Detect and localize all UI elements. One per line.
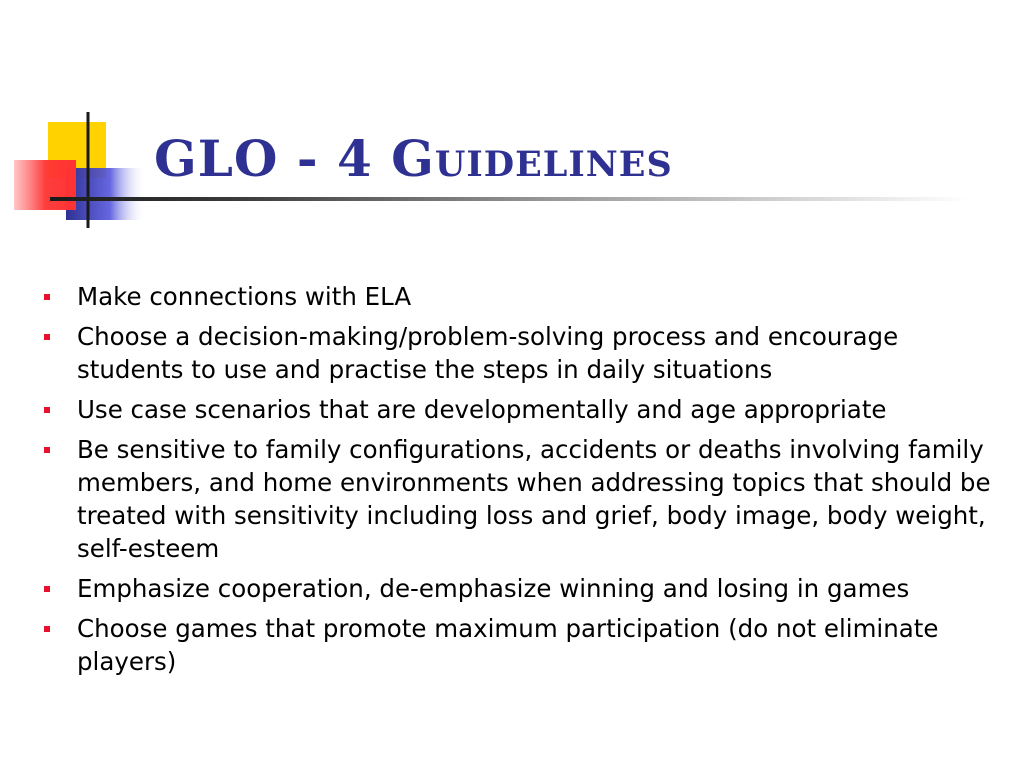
bullet-square-icon [44,586,50,592]
list-item [44,393,1004,426]
bullet-square-icon [44,447,50,453]
list-item-text: Be sensitive to family configurations, accidents or deaths involving family members, and home environments when addressing topics that should be treated with sensitivity including loss and grief, body image, body weight, self-esteem [77,435,991,563]
bullet-list [44,280,1004,685]
bullet-square-icon [44,626,50,632]
logo-blue-square [66,168,146,220]
list-item-text: Choose games that promote maximum participation (do not eliminate players) [77,614,939,676]
slide-title: GLO - 4 Guidelines [154,129,673,188]
list-item-text: Choose a decision-making/problem-solving process and encourage students to use and practise the steps in daily situations [77,322,899,384]
list-item [44,612,1004,678]
bullet-square-icon [44,294,50,300]
bullet-square-icon [44,407,50,413]
decorative-logo-icon [0,0,160,240]
list-item [44,433,1004,565]
list-item-text: Make connections with ELA [77,282,412,311]
bullet-square-icon [44,334,50,340]
list-item-text: Use case scenarios that are developmentally and age appropriate [77,395,887,424]
list-item [44,320,1004,386]
list-item [44,572,1004,605]
list-item-text: Emphasize cooperation, de-emphasize winning and losing in games [77,574,910,603]
title-underline [50,197,970,201]
list-item [44,280,1004,313]
logo-red-square [14,160,76,210]
